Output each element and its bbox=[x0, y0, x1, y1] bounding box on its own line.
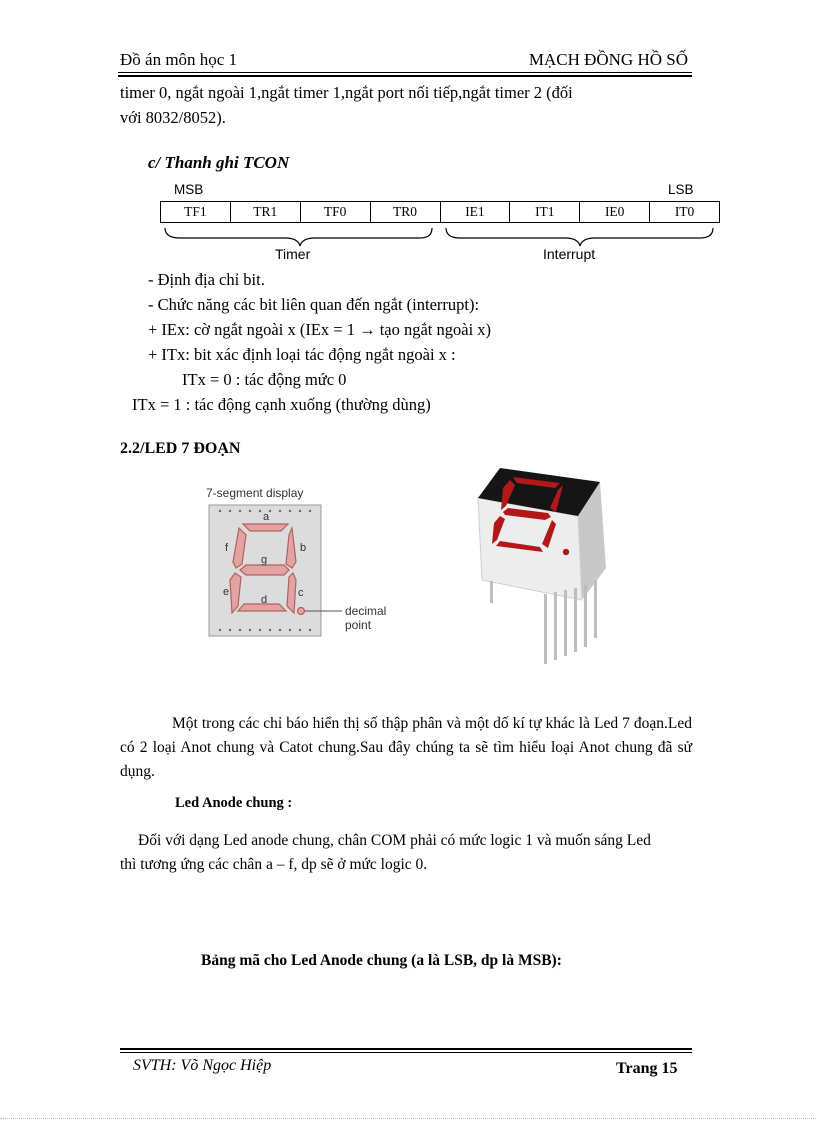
led-pin bbox=[564, 590, 567, 656]
tcon-bit-cell: TR1 bbox=[230, 202, 300, 223]
note-line: ITx = 0 : tác động mức 0 bbox=[182, 370, 347, 389]
lsb-label: LSB bbox=[668, 182, 694, 197]
segment-g bbox=[240, 565, 289, 575]
tcon-bit-cell: IT1 bbox=[510, 202, 580, 223]
anode-title: Led Anode chung : bbox=[175, 795, 293, 811]
segment-label-e: e bbox=[223, 586, 230, 598]
header-right-title: MẠCH ĐỒNG HỒ SỐ bbox=[528, 50, 688, 69]
segment-label-a: a bbox=[263, 511, 270, 523]
tcon-register-table bbox=[160, 201, 720, 223]
led-component-image bbox=[470, 468, 610, 673]
figure-caption: 7-segment display bbox=[206, 486, 304, 500]
led-pin bbox=[594, 580, 597, 638]
tcon-bit-cell: TF1 bbox=[161, 202, 231, 223]
timer-brace bbox=[165, 228, 432, 246]
segment-label-f: f bbox=[225, 542, 229, 554]
page-edge-dotted-line bbox=[0, 1118, 816, 1119]
interrupt-group-label: Interrupt bbox=[543, 246, 596, 262]
seven-segment-diagram bbox=[208, 504, 408, 638]
led-pin bbox=[490, 581, 493, 603]
dp-label-line2: point bbox=[345, 618, 372, 632]
tcon-register-row bbox=[161, 202, 720, 223]
header-rule bbox=[118, 72, 692, 73]
intro-line-2: với 8032/8052). bbox=[120, 108, 226, 127]
led-decimal-point bbox=[563, 549, 569, 555]
section-heading: 2.2/LED 7 ĐOẠN bbox=[120, 440, 241, 457]
led-pin bbox=[544, 594, 547, 664]
code-table-title: Bảng mã cho Led Anode chung (a là LSB, dp là MSB): bbox=[201, 952, 562, 969]
header-left-title: Đồ án môn học 1 bbox=[120, 50, 238, 69]
note-line: - Chức năng các bit liên quan đến ngắt (interrupt): bbox=[148, 295, 480, 314]
led-pin bbox=[554, 592, 557, 660]
interrupt-brace bbox=[446, 228, 713, 246]
timer-group-label: Timer bbox=[275, 246, 311, 262]
led-pin bbox=[574, 588, 577, 652]
tcon-bit-cell: TF0 bbox=[300, 202, 370, 223]
segment-label-d: d bbox=[261, 594, 268, 606]
tcon-bit-cell: IE0 bbox=[580, 202, 650, 223]
tcon-bit-cell: TR0 bbox=[370, 202, 440, 223]
tcon-title: c/ Thanh ghi TCON bbox=[148, 153, 290, 172]
decimal-point-segment bbox=[298, 608, 305, 615]
led-intro-paragraph: Một trong các chỉ báo hiển thị số thập phân và một dố kí tự khác là Led 7 đoạn.Led có 2 loại Anot chung và Catot chung.Sau đây chúng ta sẽ tìm hiểu loại Anot chung đã sử dụng. bbox=[120, 715, 692, 780]
intro-line-1: timer 0, ngắt ngoài 1,ngắt timer 1,ngắt port nối tiếp,ngắt timer 2 (đối bbox=[120, 83, 573, 102]
note-line: + IEx: cờ ngắt ngoài x (IEx = 1 → tạo ngắt ngoài x) bbox=[148, 320, 492, 339]
segment-a bbox=[243, 524, 288, 531]
segment-label-g: g bbox=[261, 554, 268, 566]
footer-rule-thick bbox=[120, 1048, 692, 1050]
footer-page-number: Trang 15 bbox=[616, 1060, 678, 1077]
note-line: + ITx: bit xác định loại tác động ngắt ngoài x : bbox=[148, 345, 456, 364]
segment-label-c: c bbox=[298, 587, 304, 599]
tcon-bit-cell: IT0 bbox=[650, 202, 720, 223]
group-braces bbox=[160, 226, 720, 248]
tcon-bit-cell: IE1 bbox=[440, 202, 510, 223]
led-pin bbox=[584, 585, 587, 647]
segment-label-b: b bbox=[300, 542, 307, 554]
anode-paragraph: Đối với dạng Led anode chung, chân COM phải có mức logic 1 và muốn sáng Led thì tương ứng các chân a – f, dp sẽ ở mức logic 0. bbox=[120, 832, 651, 873]
footer-author: SVTH: Võ Ngọc Hiệp bbox=[133, 1057, 272, 1074]
note-line: ITx = 1 : tác động cạnh xuống (thường dùng) bbox=[132, 395, 431, 414]
note-line: - Định địa chỉ bit. bbox=[148, 270, 265, 289]
header-rule-thick bbox=[118, 75, 692, 77]
segment-c bbox=[287, 573, 296, 613]
msb-label: MSB bbox=[174, 182, 204, 197]
footer-rule bbox=[120, 1052, 692, 1053]
dp-label-line1: decimal bbox=[345, 604, 387, 618]
